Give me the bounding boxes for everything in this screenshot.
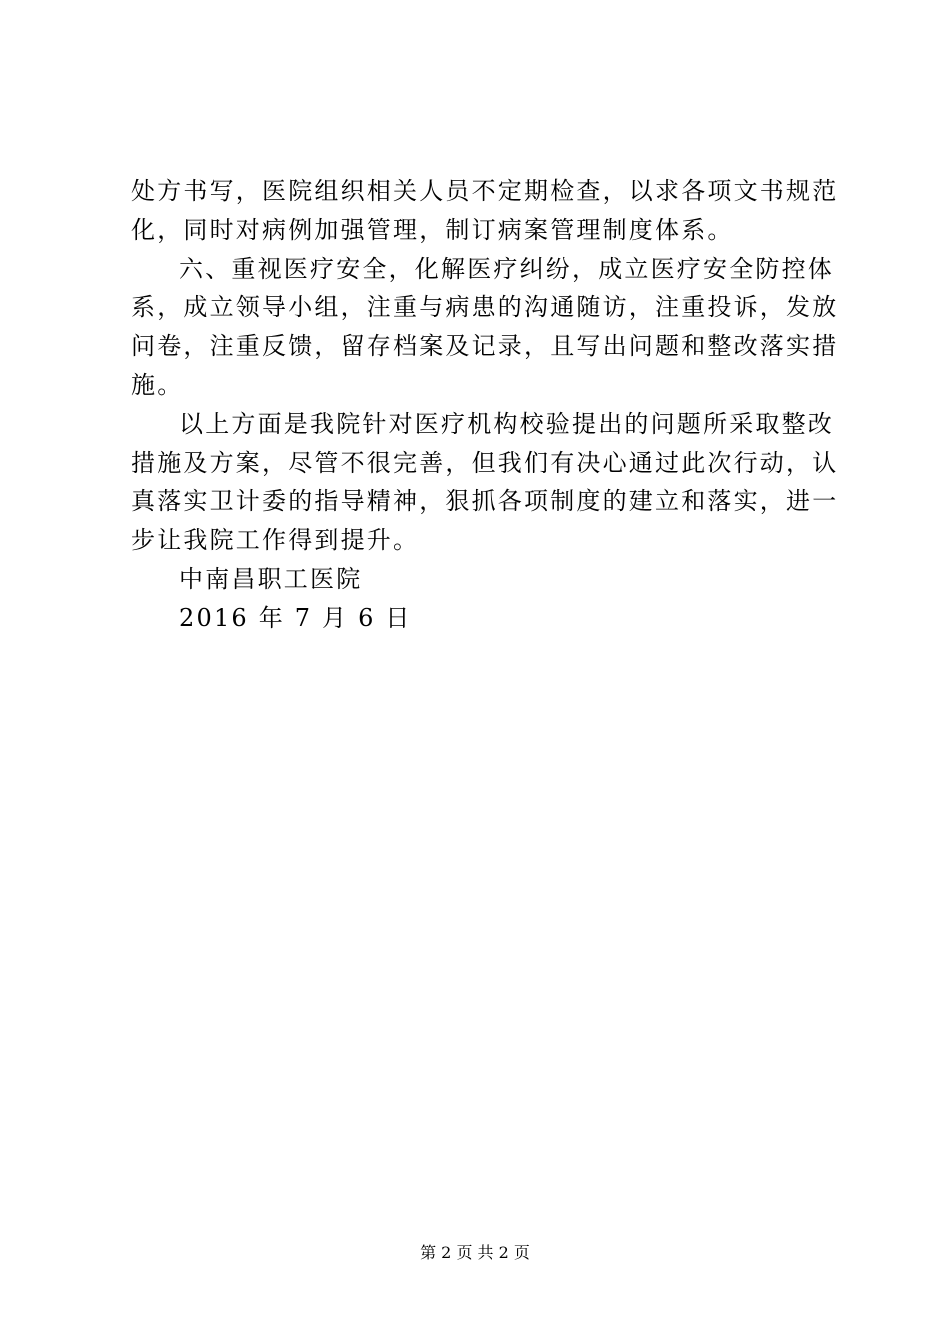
body-line: 处方书写，医院组织相关人员不定期检查，以求各项文书规范 xyxy=(131,177,839,205)
paragraph-six-start: 六、重视医疗安全，化解医疗纠纷，成立医疗安全防控体 xyxy=(179,254,834,283)
body-line: 施。 xyxy=(131,370,184,399)
signature-date: 2016 年 7 月 6 日 xyxy=(179,603,412,632)
body-line: 系，成立领导小组，注重与病患的沟通随访，注重投诉，发放 xyxy=(131,293,839,322)
body-line: 真落实卫计委的指导精神，狠抓各项制度的建立和落实，进一 xyxy=(131,487,839,516)
body-line: 化，同时对病例加强管理，制订病案管理制度体系。 xyxy=(131,215,734,244)
body-line: 问卷，注重反馈，留存档案及记录，且写出问题和整改落实措 xyxy=(131,332,839,361)
body-line: 措施及方案，尽管不很完善，但我们有决心通过此次行动，认 xyxy=(131,448,839,477)
body-line: 步让我院工作得到提升。 xyxy=(131,526,420,555)
signature-organization: 中南昌职工医院 xyxy=(179,564,363,593)
closing-paragraph-start: 以上方面是我院针对医疗机构校验提出的问题所采取整改 xyxy=(179,409,834,438)
page-footer: 第 2 页 共 2 页 xyxy=(420,1243,530,1262)
document-body xyxy=(131,172,839,638)
